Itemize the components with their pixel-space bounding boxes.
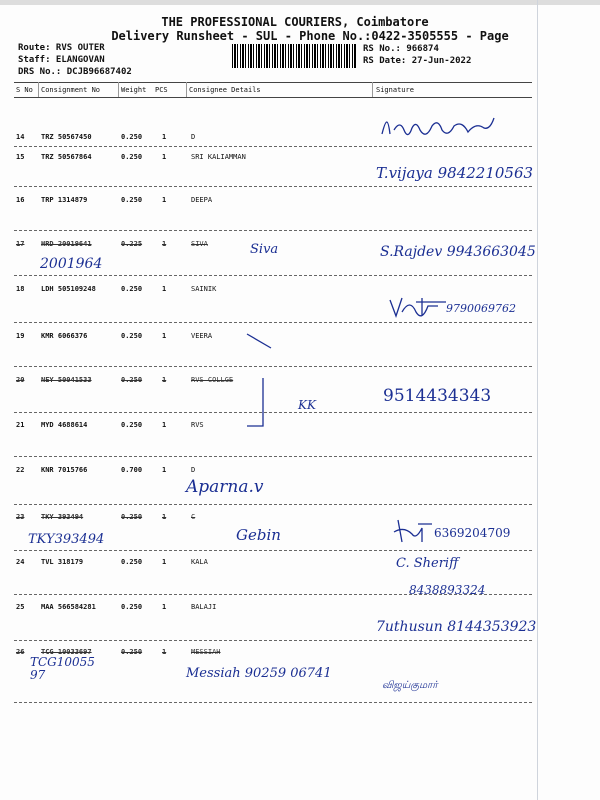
row-pcs: 1 — [162, 603, 167, 611]
row-consignee: D — [191, 466, 196, 474]
row-consignment: TRZ 50567450 — [41, 133, 92, 141]
row-sno: 24 — [16, 558, 25, 566]
row-sno: 21 — [16, 421, 25, 429]
row-consignment: TKY 393494 — [41, 513, 84, 521]
row-consignment: KMR 6066376 — [41, 332, 88, 340]
bracket-mark — [245, 330, 285, 430]
row-divider — [14, 146, 532, 147]
rs-date: RS Date: 27-Jun-2022 — [363, 56, 472, 66]
row-consignee: RVS — [191, 421, 204, 429]
row-weight: 0.250 — [121, 332, 143, 340]
row-consignment: KNR 7015766 — [41, 466, 88, 474]
margin-line — [537, 0, 538, 800]
row-consignee: SAINIK — [191, 285, 217, 293]
header-bottom-rule — [14, 97, 532, 98]
handwritten-consignment-row-23: TKY393494 — [28, 532, 105, 547]
row-sno: 16 — [16, 196, 25, 204]
scan-edge — [0, 0, 600, 5]
row-weight: 0.250 — [121, 558, 143, 566]
column-divider — [372, 82, 373, 97]
col-consignee: Consignee Details — [189, 86, 261, 94]
route-label: Route: RVS OUTER — [18, 43, 105, 53]
row-consignment: TCG 10033697 — [41, 648, 92, 656]
runsheet-subtitle: Delivery Runsheet - SUL - Phone No.:0422-3505555 - Page — [111, 29, 509, 43]
col-pcs: PCS — [155, 86, 168, 94]
row-sno: 22 — [16, 466, 25, 474]
row-weight: 0.700 — [121, 466, 143, 474]
signature-row-14 — [378, 112, 528, 142]
row-pcs: 1 — [162, 332, 167, 340]
row-consignment: TRZ 50567864 — [41, 153, 92, 161]
row-consignee: BALAJI — [191, 603, 217, 611]
row-weight: 0.225 — [121, 240, 143, 248]
row-weight: 0.250 — [121, 285, 143, 293]
header-top-rule — [14, 82, 532, 83]
signature-row-18: 9790069762 — [446, 302, 516, 315]
row-weight: 0.250 — [121, 133, 143, 141]
row-sno: 17 — [16, 240, 25, 248]
col-consignment: Consignment No — [41, 86, 101, 94]
row-consignee: DEEPA — [191, 196, 213, 204]
handwritten-consignment-row-26: TCG10055 97 — [30, 655, 95, 682]
row-divider — [14, 275, 532, 276]
row-consignee: D — [191, 133, 196, 141]
row-pcs: 1 — [162, 196, 167, 204]
rs-number: RS No.: 966874 — [363, 44, 439, 54]
row-weight: 0.250 — [121, 153, 143, 161]
row-pcs: 1 — [162, 376, 167, 384]
barcode-icon — [232, 44, 356, 68]
row-divider — [14, 640, 532, 641]
col-sno: S No — [16, 86, 33, 94]
row-divider — [14, 230, 532, 231]
row-divider — [14, 504, 532, 505]
row-pcs: 1 — [162, 153, 167, 161]
row-divider — [14, 186, 532, 187]
handwritten-name-row-17: Siva — [250, 242, 279, 257]
row-divider — [14, 550, 532, 551]
drs-number: DRS No.: DCJB96687402 — [18, 67, 132, 77]
row-consignee: VEERA — [191, 332, 213, 340]
row-sno: 15 — [16, 153, 25, 161]
row-consignee: SRI KALIAMMAN — [191, 153, 246, 161]
row-consignment: TRP 1314879 — [41, 196, 88, 204]
col-weight: Weight — [121, 86, 147, 94]
row-consignment: MYD 4688614 — [41, 421, 88, 429]
signature-row-17: S.Rajdev 9943663045 — [380, 244, 536, 260]
row-sno: 20 — [16, 376, 25, 384]
row-consignment: NEY 50041533 — [41, 376, 92, 384]
column-divider — [118, 82, 119, 97]
row-pcs: 1 — [162, 240, 167, 248]
signature-row-24: C. Sheriff — [396, 556, 459, 571]
handwritten-name-row-22: Aparna.v — [186, 477, 264, 497]
phone-row-24: 8438893324 — [409, 583, 486, 597]
row-weight: 0.250 — [121, 648, 143, 656]
col-signature: Signature — [376, 86, 414, 94]
signature-row-23: 6369204709 — [434, 526, 511, 540]
row-weight: 0.250 — [121, 196, 143, 204]
staff-label: Staff: ELANGOVAN — [18, 55, 105, 65]
row-pcs: 1 — [162, 558, 167, 566]
row-pcs: 1 — [162, 285, 167, 293]
row-pcs: 1 — [162, 133, 167, 141]
row-divider — [14, 456, 532, 457]
column-divider — [186, 82, 187, 97]
row-consignment: TVL 318179 — [41, 558, 84, 566]
row-sno: 19 — [16, 332, 25, 340]
handwritten-name-row-26: Messiah 90259 06741 — [186, 666, 332, 681]
row-weight: 0.250 — [121, 376, 143, 384]
row-consignment: HRD 20019641 — [41, 240, 92, 248]
row-consignee: RVS COLLGE — [191, 376, 234, 384]
handwritten-name-row-23: Gebin — [236, 526, 281, 544]
row-consignee: KALA — [191, 558, 208, 566]
row-consignee: MESSIAH — [191, 648, 221, 656]
row-pcs: 1 — [162, 466, 167, 474]
row-pcs: 1 — [162, 421, 167, 429]
row-sno: 26 — [16, 648, 25, 656]
signature-row-15: T.vijaya 9842210563 — [376, 164, 534, 182]
row-sno: 18 — [16, 285, 25, 293]
row-sno: 25 — [16, 603, 25, 611]
row-pcs: 1 — [162, 648, 167, 656]
row-pcs: 1 — [162, 513, 167, 521]
row-sno: 14 — [16, 133, 25, 141]
row-weight: 0.250 — [121, 603, 143, 611]
handwritten-consignment-row-17: 2001964 — [40, 256, 103, 272]
company-title: THE PROFESSIONAL COURIERS, Coimbatore — [161, 15, 429, 29]
row-sno: 23 — [16, 513, 25, 521]
row-consignee: C — [191, 513, 196, 521]
row-consignee: SIVA — [191, 240, 208, 248]
signature-scribble-row-23 — [392, 516, 438, 546]
row-divider — [14, 702, 532, 703]
column-divider — [38, 82, 39, 97]
row-consignment: LDH 505109248 — [41, 285, 96, 293]
row-weight: 0.250 — [121, 513, 143, 521]
signature-row-26: விஜய்குமார் — [382, 680, 438, 691]
row-weight: 0.250 — [121, 421, 143, 429]
signature-row-20: 9514434343 — [383, 386, 492, 406]
signature-row-25: 7uthusun 8144353923 — [376, 619, 537, 635]
row-consignment: MAA 566584281 — [41, 603, 96, 611]
handwritten-mark-row-20: KK — [298, 398, 316, 412]
